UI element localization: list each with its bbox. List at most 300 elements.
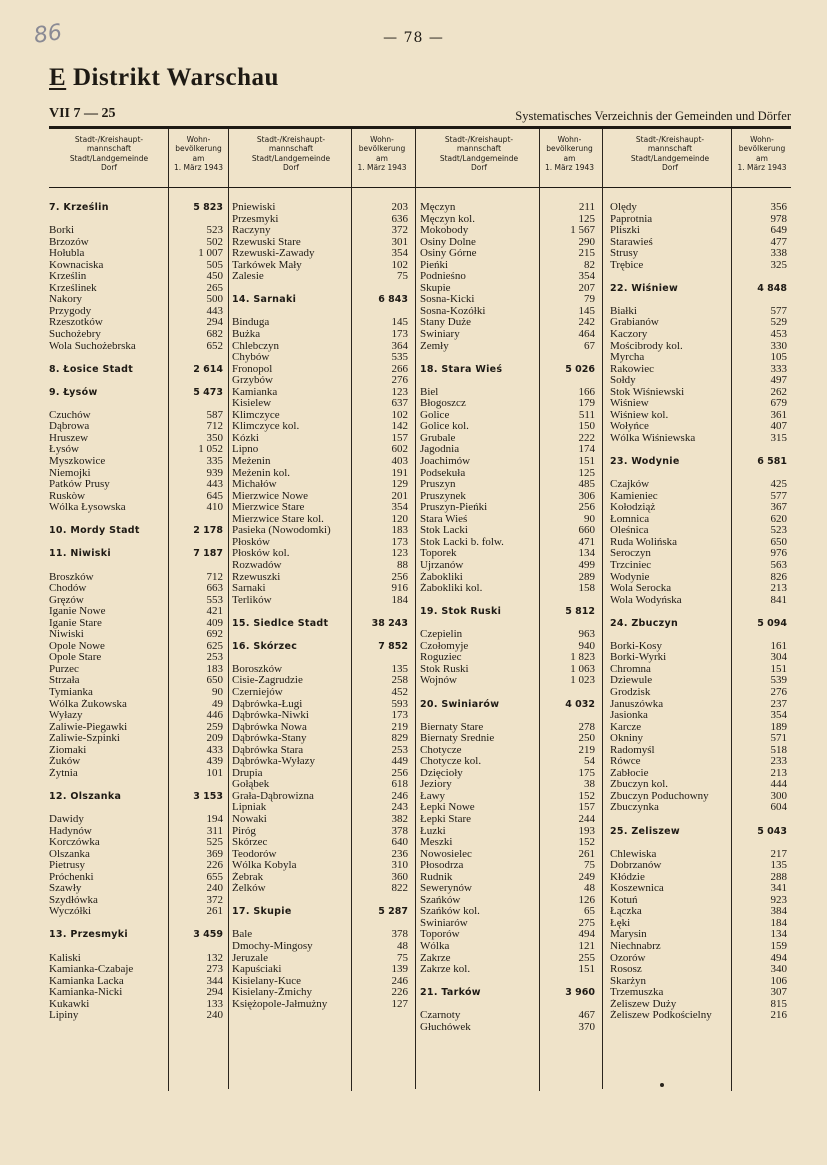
name-cell xyxy=(610,329,729,341)
spacer-row xyxy=(49,918,223,930)
name-cell xyxy=(610,918,729,930)
municipality-row xyxy=(49,525,223,537)
place-name: Głuchówek xyxy=(420,1021,471,1033)
spacer-row xyxy=(49,779,223,791)
name-cell xyxy=(610,618,729,630)
village-row xyxy=(610,364,787,376)
place-name: Opole Stare xyxy=(49,652,102,664)
village-row xyxy=(232,202,408,214)
name-cell xyxy=(610,421,729,433)
village-row xyxy=(610,502,787,514)
spacer-row xyxy=(49,514,223,526)
village-row xyxy=(49,710,223,722)
village-row xyxy=(610,687,787,699)
village-row xyxy=(610,525,787,537)
population-value: 449 xyxy=(391,755,408,768)
place-name: Czuchów xyxy=(49,409,91,421)
name-cell xyxy=(232,421,349,433)
population-value: 1 567 xyxy=(570,224,595,237)
name-cell xyxy=(610,364,729,376)
spacer-row xyxy=(420,999,595,1011)
population-value: 341 xyxy=(770,882,787,895)
village-row xyxy=(232,375,408,387)
village-row xyxy=(420,872,595,884)
population-value: 518 xyxy=(770,743,787,756)
population-value: 464 xyxy=(578,328,595,341)
name-cell xyxy=(49,1010,168,1022)
place-name: Nowaki xyxy=(232,813,267,825)
place-name: Rozwadów xyxy=(232,559,282,571)
name-cell xyxy=(610,675,729,687)
population-value: 692 xyxy=(206,628,223,641)
population-value: 159 xyxy=(770,940,787,952)
name-cell xyxy=(420,791,537,803)
population-value: 276 xyxy=(391,374,408,387)
name-cell xyxy=(49,837,168,849)
name-cell xyxy=(49,248,168,260)
name-cell xyxy=(49,341,168,353)
village-row xyxy=(232,248,408,260)
place-name: Stok Lacki xyxy=(420,525,468,537)
village-row xyxy=(232,699,408,711)
population-value: 338 xyxy=(770,247,787,260)
population-value: 151 xyxy=(578,455,595,468)
population-value: 3 459 xyxy=(193,929,223,941)
village-row xyxy=(610,895,787,907)
population-value: 577 xyxy=(770,304,787,317)
place-name: Wola Suchożebrska xyxy=(49,340,136,352)
name-cell xyxy=(610,398,729,410)
place-name: Pliszki xyxy=(610,225,640,237)
municipality-row xyxy=(420,364,595,376)
spacer-row xyxy=(232,895,408,907)
place-name: Dąbrówka Stara xyxy=(232,744,304,756)
village-row xyxy=(610,491,787,503)
place-name: Żelków xyxy=(232,883,266,895)
village-row xyxy=(232,468,408,480)
place-name: Borki-Kosy xyxy=(610,640,662,652)
population-value: 126 xyxy=(578,893,595,906)
table-column-3 xyxy=(420,202,595,1033)
population-value: 48 xyxy=(584,882,595,895)
place-name: Kamieniec xyxy=(610,490,658,502)
village-row xyxy=(49,468,223,480)
village-row xyxy=(420,341,595,353)
place-name: Bale xyxy=(232,929,253,941)
village-row xyxy=(610,306,787,318)
name-cell xyxy=(420,641,537,653)
place-name: Toporek xyxy=(420,548,457,560)
spacer-row xyxy=(49,352,223,364)
name-cell xyxy=(420,410,537,422)
name-cell xyxy=(420,491,537,503)
place-name: Borki-Wyrki xyxy=(610,652,667,664)
name-cell xyxy=(610,953,729,965)
name-cell xyxy=(232,433,349,445)
name-cell xyxy=(420,768,537,780)
column-divider xyxy=(168,129,169,1091)
name-cell xyxy=(610,976,729,988)
village-row xyxy=(49,872,223,884)
place-name: Osiny Dolne xyxy=(420,236,476,248)
place-name: 7. Krześlin xyxy=(49,202,109,213)
village-row xyxy=(420,202,595,214)
place-name: Radomyśl xyxy=(610,744,655,756)
name-cell xyxy=(610,237,729,249)
population-value: 152 xyxy=(578,836,595,849)
village-row xyxy=(610,225,787,237)
name-cell xyxy=(420,629,537,641)
place-name: Ruskòw xyxy=(49,490,86,502)
village-row xyxy=(232,826,408,838)
name-cell xyxy=(420,456,537,468)
village-row xyxy=(420,1010,595,1022)
place-name: Mierzwice Stare xyxy=(232,502,305,514)
population-value: 645 xyxy=(206,489,223,502)
place-name: Księżopole-Jałmużny xyxy=(232,998,328,1010)
place-name: Kołodziąż xyxy=(610,502,656,514)
name-cell xyxy=(49,572,168,584)
population-value: 290 xyxy=(578,235,595,248)
place-name: Sewerynów xyxy=(420,883,472,895)
population-value: 75 xyxy=(584,859,595,872)
population-value: 306 xyxy=(578,489,595,502)
name-cell xyxy=(610,756,729,768)
place-name: Iganie Stare xyxy=(49,617,102,629)
population-value: 207 xyxy=(578,281,595,294)
village-row xyxy=(232,329,408,341)
village-row xyxy=(610,872,787,884)
village-row xyxy=(610,398,787,410)
name-cell xyxy=(610,479,729,491)
village-row xyxy=(420,964,595,976)
village-row xyxy=(420,237,595,249)
village-row xyxy=(610,929,787,941)
name-cell xyxy=(420,953,537,965)
name-cell xyxy=(610,999,729,1011)
name-cell xyxy=(232,791,349,803)
name-cell xyxy=(232,768,349,780)
village-row xyxy=(232,341,408,353)
village-row xyxy=(232,953,408,965)
village-row xyxy=(420,456,595,468)
place-name: Jasionka xyxy=(610,710,648,722)
population-value: 443 xyxy=(206,304,223,317)
place-name: Wola Serocka xyxy=(610,583,672,595)
place-name: 12. Olszanka xyxy=(49,790,122,802)
village-row xyxy=(420,283,595,295)
name-cell xyxy=(420,802,537,814)
population-value: 90 xyxy=(584,512,595,525)
population-value: 82 xyxy=(584,258,595,271)
population-value: 640 xyxy=(391,836,408,849)
place-name: Mokobody xyxy=(420,225,469,237)
place-name: Szańków kol. xyxy=(420,906,480,918)
population-value: 219 xyxy=(391,720,408,733)
name-cell xyxy=(610,699,729,711)
name-cell xyxy=(420,675,537,687)
population-value: 275 xyxy=(578,916,595,929)
place-name: Rzewuski Stare xyxy=(232,236,301,248)
population-value: 65 xyxy=(584,905,595,918)
name-cell xyxy=(420,606,537,618)
population-value: 2 178 xyxy=(193,525,223,537)
population-value: 1 052 xyxy=(198,443,223,456)
name-cell xyxy=(49,964,168,976)
village-row xyxy=(232,664,408,676)
name-cell xyxy=(610,225,729,237)
population-value: 179 xyxy=(578,397,595,410)
population-value: 243 xyxy=(391,801,408,814)
population-value: 360 xyxy=(391,870,408,883)
population-value: 54 xyxy=(584,755,595,768)
village-row xyxy=(49,987,223,999)
village-row xyxy=(610,699,787,711)
population-value: 378 xyxy=(391,824,408,837)
place-name: Kisielany-Kuce xyxy=(232,975,302,987)
municipality-row xyxy=(232,906,408,918)
place-name: Klimczyce kol. xyxy=(232,421,300,433)
population-value: 256 xyxy=(391,766,408,779)
place-name: Sołdy xyxy=(610,375,636,387)
name-cell xyxy=(49,468,168,480)
name-cell xyxy=(420,271,537,283)
name-cell xyxy=(420,248,537,260)
village-row xyxy=(232,548,408,560)
population-value: 4 032 xyxy=(565,698,595,710)
place-name: 21. Tarków xyxy=(420,987,481,999)
name-cell xyxy=(49,456,168,468)
population-value: 276 xyxy=(770,685,787,698)
population-value: 258 xyxy=(391,674,408,687)
place-name: Stara Wieś xyxy=(420,513,468,525)
village-row xyxy=(49,421,223,433)
population-value: 815 xyxy=(770,997,787,1010)
village-row xyxy=(232,225,408,237)
name-cell xyxy=(49,641,168,653)
population-value: 125 xyxy=(578,212,595,225)
name-cell xyxy=(610,387,729,399)
place-name: Zaliwie-Piegawki xyxy=(49,721,128,733)
name-cell xyxy=(610,260,729,272)
village-row xyxy=(420,444,595,456)
name-cell xyxy=(49,317,168,329)
village-row xyxy=(232,722,408,734)
population-value: 173 xyxy=(391,535,408,548)
village-row xyxy=(420,802,595,814)
name-cell xyxy=(232,479,349,491)
ink-dot xyxy=(660,1083,664,1087)
population-value: 5 287 xyxy=(378,906,408,918)
population-value: 125 xyxy=(578,466,595,479)
place-name: Rososz xyxy=(610,964,642,976)
population-value: 38 xyxy=(584,778,595,791)
population-value: 407 xyxy=(770,420,787,433)
place-name: Niwiski xyxy=(49,629,84,641)
place-name: Binduga xyxy=(232,317,270,329)
population-value: 183 xyxy=(206,662,223,675)
title-rest: Distrikt Warschau xyxy=(66,64,279,91)
spacer-row xyxy=(49,941,223,953)
population-value: 5 823 xyxy=(193,202,223,213)
population-value: 123 xyxy=(391,547,408,560)
population-value: 90 xyxy=(212,685,223,698)
name-cell xyxy=(232,491,349,503)
name-cell xyxy=(420,849,537,861)
name-cell xyxy=(420,918,537,930)
column-divider xyxy=(228,129,229,1089)
name-cell xyxy=(232,802,349,814)
village-row xyxy=(232,560,408,572)
place-name: 11. Niwiski xyxy=(49,548,111,560)
population-value: 191 xyxy=(391,466,408,479)
place-name: Zakrze xyxy=(420,952,451,964)
population-value: 553 xyxy=(206,593,223,606)
name-cell xyxy=(610,410,729,422)
village-row xyxy=(232,572,408,584)
place-name: Terlików xyxy=(232,594,272,606)
population-value: 194 xyxy=(206,812,223,825)
village-row xyxy=(610,202,787,214)
place-name: Mierzwice Nowe xyxy=(232,490,309,502)
name-cell xyxy=(420,433,537,445)
place-name: 23. Wodynie xyxy=(610,456,680,468)
village-row xyxy=(610,433,787,445)
place-name: Wojnów xyxy=(420,675,458,687)
name-cell xyxy=(610,375,729,387)
village-row xyxy=(420,906,595,918)
name-cell xyxy=(49,791,168,803)
population-value: 425 xyxy=(770,478,787,491)
place-name: Pruszyn-Pieńki xyxy=(420,502,488,514)
place-name: Podnieśno xyxy=(420,271,466,283)
place-name: Kisielany-Żmichy xyxy=(232,987,313,999)
place-name: Raczyny xyxy=(232,225,271,237)
population-value: 525 xyxy=(206,836,223,849)
name-cell xyxy=(420,214,537,226)
name-cell xyxy=(232,572,349,584)
name-cell xyxy=(610,733,729,745)
village-row xyxy=(49,479,223,491)
place-name: Kukawki xyxy=(49,998,90,1010)
name-cell xyxy=(420,306,537,318)
place-name: Jeruzale xyxy=(232,952,269,964)
spacer-row xyxy=(49,375,223,387)
name-cell xyxy=(49,872,168,884)
village-row xyxy=(49,652,223,664)
place-name: Rzeszotków xyxy=(49,317,103,329)
place-name: Dąbrówka Nowa xyxy=(232,721,307,733)
municipality-row xyxy=(49,364,223,376)
population-value: 120 xyxy=(391,512,408,525)
population-value: 183 xyxy=(391,524,408,537)
place-name: Opole Nowe xyxy=(49,640,105,652)
spacer-row xyxy=(420,375,595,387)
village-row xyxy=(420,664,595,676)
population-value: 502 xyxy=(206,235,223,248)
population-value: 636 xyxy=(391,212,408,225)
population-value: 1 063 xyxy=(570,662,595,675)
place-name: Żuków xyxy=(49,756,81,768)
name-cell xyxy=(610,1010,729,1022)
village-row xyxy=(420,514,595,526)
population-value: 203 xyxy=(391,201,408,213)
name-cell xyxy=(232,953,349,965)
village-row xyxy=(610,514,787,526)
place-name: Mościbrody kol. xyxy=(610,340,683,352)
name-cell xyxy=(232,410,349,422)
place-name: Michałów xyxy=(232,479,277,491)
place-name: Czarnoty xyxy=(420,1010,461,1022)
population-value: 663 xyxy=(206,582,223,595)
village-row xyxy=(610,791,787,803)
place-name: Wiśniew kol. xyxy=(610,409,669,421)
name-cell xyxy=(49,906,168,918)
spacer-row xyxy=(610,271,787,283)
place-name: Ujrzanów xyxy=(420,559,464,571)
population-value: 134 xyxy=(578,547,595,560)
column-divider xyxy=(415,129,416,1089)
population-value: 158 xyxy=(578,582,595,595)
place-name: Grała-Dąbrowizna xyxy=(232,790,314,802)
municipality-row xyxy=(49,929,223,941)
village-row xyxy=(49,629,223,641)
top-rule xyxy=(49,126,791,129)
population-value: 410 xyxy=(206,501,223,514)
place-name: Kaliski xyxy=(49,952,81,964)
page-title xyxy=(49,64,279,92)
place-name: Grodzisk xyxy=(610,686,651,698)
place-name: Stok Ruski xyxy=(420,663,469,675)
population-value: 106 xyxy=(770,974,787,987)
spacer-row xyxy=(232,918,408,930)
village-row xyxy=(232,410,408,422)
municipality-row xyxy=(232,641,408,653)
spacer-row xyxy=(49,802,223,814)
population-value: 123 xyxy=(391,385,408,398)
name-cell xyxy=(610,202,729,214)
name-cell xyxy=(232,341,349,353)
village-row xyxy=(49,860,223,872)
village-row xyxy=(610,237,787,249)
village-row xyxy=(49,814,223,826)
population-value: 236 xyxy=(391,847,408,860)
population-value: 976 xyxy=(770,547,787,560)
place-name: Koszewnica xyxy=(610,883,664,895)
village-row xyxy=(610,387,787,399)
name-cell xyxy=(49,444,168,456)
village-row xyxy=(49,271,223,283)
village-row xyxy=(420,675,595,687)
population-value: 135 xyxy=(391,662,408,675)
population-value: 604 xyxy=(770,801,787,814)
population-value: 602 xyxy=(391,443,408,456)
name-cell xyxy=(49,883,168,895)
village-row xyxy=(49,964,223,976)
name-cell xyxy=(420,225,537,237)
population-value: 485 xyxy=(578,478,595,491)
name-cell xyxy=(420,745,537,757)
population-value: 1 007 xyxy=(198,247,223,260)
place-name: Trzemuszka xyxy=(610,987,664,999)
name-cell xyxy=(49,929,168,941)
name-cell xyxy=(232,294,349,306)
place-name: Lipniak xyxy=(232,802,267,814)
name-cell xyxy=(420,317,537,329)
name-cell xyxy=(420,560,537,572)
population-value: 5 473 xyxy=(193,386,223,398)
village-row xyxy=(232,583,408,595)
